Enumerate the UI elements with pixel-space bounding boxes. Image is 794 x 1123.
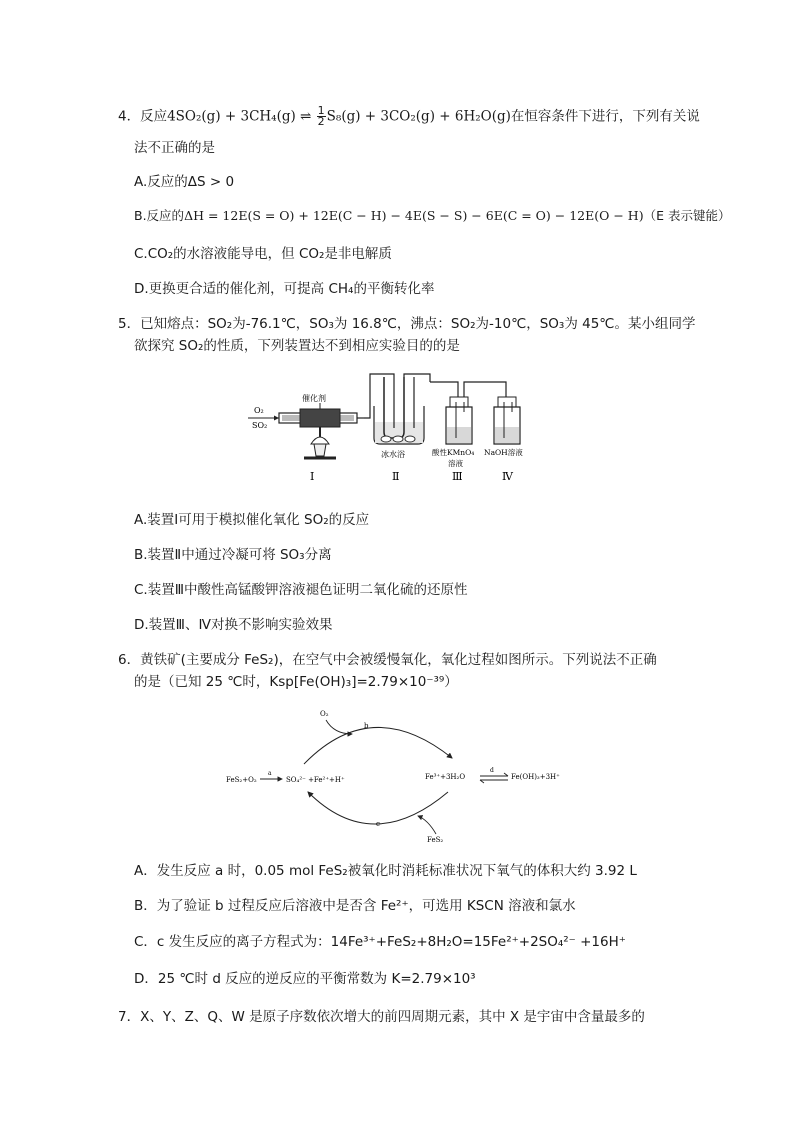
label-o2: O₂ xyxy=(254,406,264,415)
label-naoh: NaOH溶液 xyxy=(484,448,523,457)
arc-b xyxy=(304,727,452,764)
label-catalyst: 催化剂 xyxy=(302,394,326,403)
roman-2: Ⅱ xyxy=(392,470,400,483)
q5-option-c: C.装置Ⅲ中酸性高锰酸钾溶液褪色证明二氧化硫的还原性 xyxy=(134,582,468,598)
q6-option-a: A．发生反应 a 时，0.05 mol FeS₂被氧化时消耗标准状况下氧气的体积大约 3.92 L xyxy=(134,863,637,879)
q4-stem-line1: 4．反应4SO₂(g) + 3CH₄(g) ⇌ $\frac{1}{2}$ S₈(g) + 3CO₂(g) + 6H₂O(g)在恒容条件下进行，下列有关说 xyxy=(118,104,700,128)
q5-option-a: A.装置Ⅰ可用于模拟催化氧化 SO₂的反应 xyxy=(134,512,370,528)
cycle-mid: SO₄²⁻ +Fe²⁺+H⁺ xyxy=(286,776,345,784)
label-c: c xyxy=(376,820,380,828)
cycle-fes2: FeS₂ xyxy=(427,836,444,844)
q6-option-b: B．为了验证 b 过程反应后溶液中是否含 Fe²⁺，可选用 KSCN 溶液和氯水 xyxy=(134,898,576,914)
label-kmno4-solution: 溶液 xyxy=(448,459,463,468)
roman-4: Ⅳ xyxy=(502,470,513,483)
label-d: d xyxy=(490,767,494,774)
cycle-right: Fe³⁺+3H₂O xyxy=(425,773,466,781)
q5-stem-line2: 欲探究 SO₂的性质，下列装置达不到相应实验目的的是 xyxy=(134,338,460,354)
q6-option-d: D．25 ℃时 d 反应的逆反应的平衡常数为 K=2.79×10³ xyxy=(134,971,476,987)
q5-stem-line1: 5．已知熔点：SO₂为-76.1℃，SO₃为 16.8℃，沸点：SO₂为-10℃，SO₃为 45℃。某小组同学 xyxy=(118,316,696,332)
cycle-left: FeS₂+O₂ xyxy=(226,776,257,784)
q6-stem-line2: 的是（已知 25 ℃时，Ksp[Fe(OH)₃]=2.79×10⁻³⁹） xyxy=(134,674,458,690)
q5-option-d: D.装置Ⅲ、Ⅳ对换不影响实验效果 xyxy=(134,617,333,633)
q6-oxidation-cycle-figure xyxy=(222,700,562,850)
label-kmno4: 酸性KMnO₄ xyxy=(432,448,475,457)
roman-1: Ⅰ xyxy=(310,470,315,483)
cycle-o2: O₂ xyxy=(320,710,329,718)
fraction-half: $\frac{1}{2}$ xyxy=(317,104,325,128)
q6-stem-line1: 6．黄铁矿(主要成分 FeS₂)，在空气中会被缓慢氧化，氧化过程如图所示。下列说法不正确 xyxy=(118,652,657,668)
q6-option-c: C．c 发生反应的离子方程式为：14Fe³⁺+FeS₂+8H₂O=15Fe²⁺+2SO₄²⁻ +16H⁺ xyxy=(134,934,626,950)
q4-stem-line2: 法不正确的是 xyxy=(134,140,215,156)
cycle-product: Fe(OH)₃+3H⁺ xyxy=(511,773,560,781)
label-b: b xyxy=(364,722,369,730)
q4-option-c: C.CO₂的水溶液能导电，但 CO₂是非电解质 xyxy=(134,246,392,262)
label-a: a xyxy=(268,770,272,777)
q4-option-a: A.反应的ΔS > 0 xyxy=(134,174,235,190)
q4-option-b: B.反应的ΔH = 12E(S = O) + 12E(C − H) − 4E(S − S) − 6E(C = O) − 12E(O − H)（E 表示键能） xyxy=(134,208,731,223)
q5-option-b: B.装置Ⅱ中通过冷凝可将 SO₃分离 xyxy=(134,547,332,563)
q4-option-d: D.更换更合适的催化剂，可提高 CH₄的平衡转化率 xyxy=(134,281,435,297)
label-ice-bath: 冰水浴 xyxy=(381,450,405,459)
roman-3: Ⅲ xyxy=(452,470,463,483)
q7-stem-line1: 7．X、Y、Z、Q、W 是原子序数依次增大的前四周期元素，其中 X 是宇宙中含量最多的 xyxy=(118,1009,645,1025)
label-so2: SO₂ xyxy=(252,421,268,430)
q5-apparatus-figure xyxy=(246,372,556,487)
